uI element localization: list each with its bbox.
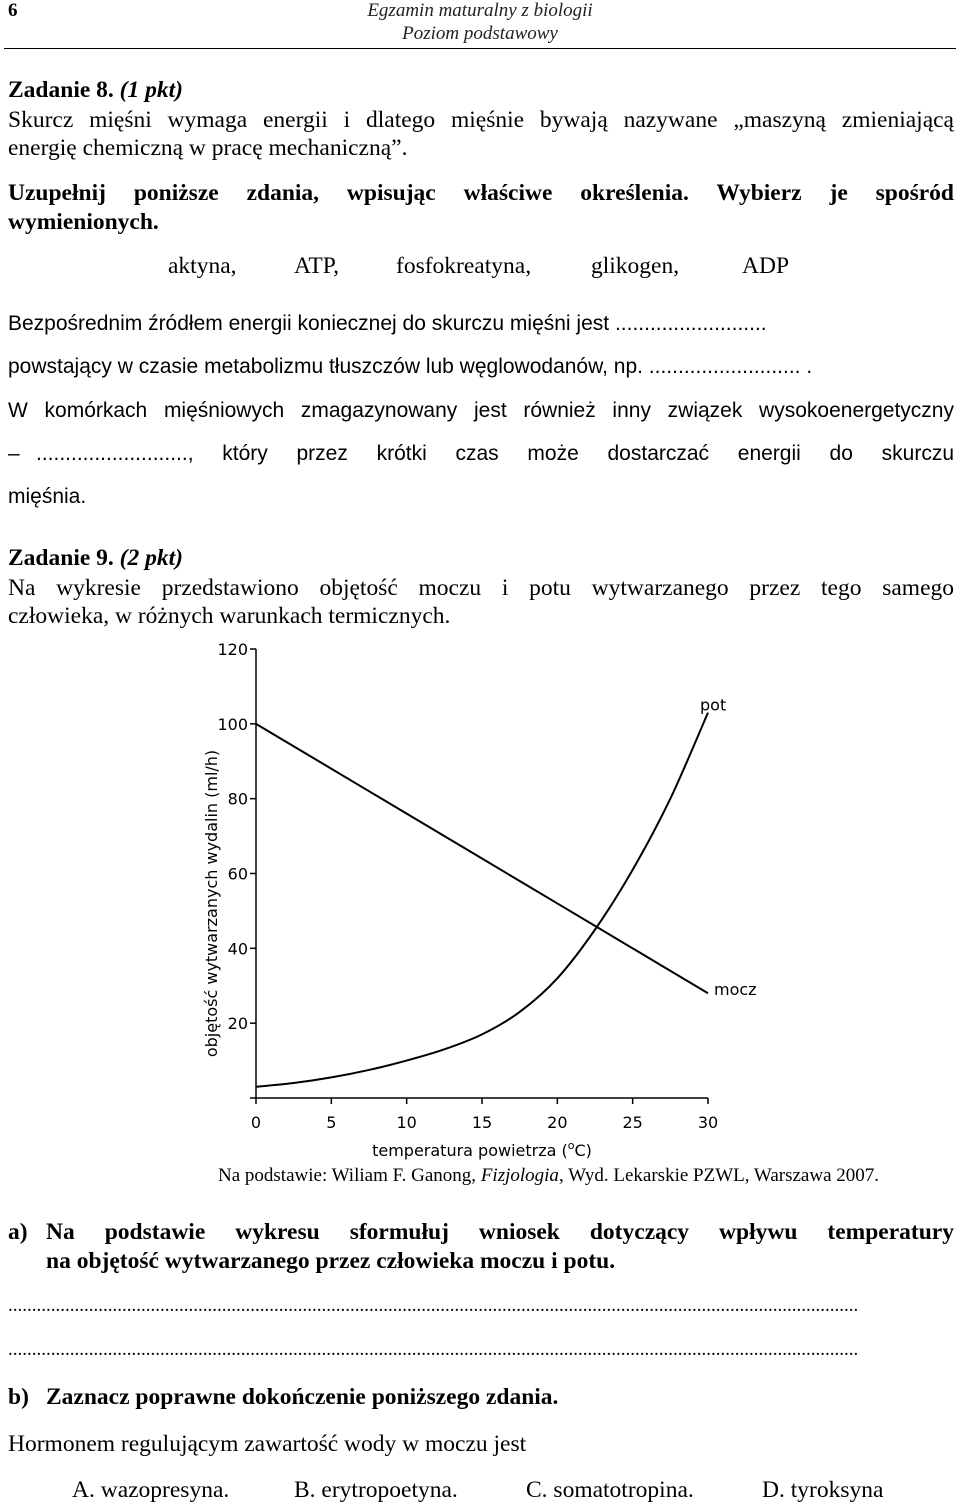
source-book: Fizjologia	[480, 1165, 559, 1186]
fill-sentence-3-line2[interactable]: .........................., który przez krótki czas może dostarczać energii do skurczu	[36, 442, 954, 465]
series-line-pot	[256, 713, 708, 1087]
fill-sentence-3-dash: –	[8, 442, 20, 465]
part-a-line2: na objętość wytwarzanego przez człowieka moczu i potu.	[46, 1248, 616, 1274]
choice-a[interactable]: A. wazopresyna.	[72, 1477, 230, 1503]
source-prefix: Na podstawie: Wiliam F. Ganong,	[218, 1165, 481, 1186]
answer-line-1[interactable]: ...................................................................................................................................................................................	[8, 1295, 859, 1316]
option-atp: ATP,	[294, 253, 340, 279]
part-b-instruction: Zaznacz poprawne dokończenie poniższego zdania.	[46, 1384, 559, 1410]
part-a-label: a)	[8, 1219, 28, 1245]
part-a-line1: Na podstawie wykresu sformułuj wniosek dotyczący wpływu temperatury	[46, 1219, 954, 1245]
page-number: 6	[8, 0, 18, 21]
x-tick-label: 25	[622, 1113, 643, 1132]
part-b-sentence: Hormonem regulującym zawartość wody w moczu jest	[8, 1431, 527, 1457]
y-tick-label: 80	[227, 789, 248, 809]
option-aktyna: aktyna,	[168, 253, 237, 279]
task8-heading	[8, 76, 183, 104]
y-tick-label: 40	[227, 939, 248, 959]
header-subtitle: Poziom podstawowy	[402, 23, 558, 44]
task9-intro-line1: Na wykresie przedstawiono objętość moczu i potu wytwarzanego przez tego samego	[8, 575, 954, 601]
task8-instruction-line1: Uzupełnij poniższe zdania, wpisując właściwe określenia. Wybierz je spośród	[8, 180, 954, 206]
y-tick-label: 60	[227, 864, 248, 884]
fill-sentence-2[interactable]: powstający w czasie metabolizmu tłuszczów lub węglowodanów, np. .......................... .	[8, 355, 813, 378]
task8-intro-line1: Skurcz mięśni wymaga energii i dlatego mięśnie bywają nazywane „maszyną zmieniającą	[8, 107, 954, 133]
y-tick-label: 120	[217, 640, 248, 659]
task9-points: (2 pkt)	[119, 545, 183, 571]
option-glikogen: glikogen,	[591, 253, 680, 279]
task8-points: (1 pkt)	[119, 77, 183, 103]
choice-d[interactable]: D. tyroksyna	[762, 1477, 884, 1503]
task8-instruction-line2: wymienionych.	[8, 209, 159, 235]
task9-title: Zadanie 9.	[8, 545, 114, 571]
y-axis-label: objętość wytwarzanych wydalin (ml/h)	[202, 749, 221, 1058]
choice-c[interactable]: C. somatotropina.	[526, 1477, 694, 1503]
source-citation	[218, 1165, 879, 1187]
x-tick-label: 15	[471, 1113, 493, 1132]
part-b-label: b)	[8, 1384, 29, 1410]
task9-heading	[8, 544, 183, 572]
fill-sentence-3-line3: mięśnia.	[8, 485, 87, 508]
fill-sentence-3-line1: W komórkach mięśniowych zmagazynowany jest również inny związek wysokoenergetyczny	[8, 399, 954, 422]
x-axis-label: temperatura powietrza ($^o$C)	[372, 1139, 592, 1160]
y-tick-label: 100	[217, 714, 248, 734]
excretion-chart	[190, 636, 790, 1166]
x-tick-label: 20	[547, 1113, 568, 1132]
series-label-mocz: mocz	[714, 980, 757, 1000]
source-suffix: , Wyd. Lekarskie PZWL, Warszawa 2007.	[558, 1165, 879, 1186]
x-tick-label: 10	[396, 1113, 417, 1132]
option-fosfokreatyna: fosfokreatyna,	[396, 253, 532, 279]
header-rule	[4, 48, 956, 49]
task8-title: Zadanie 8.	[8, 77, 114, 103]
header-title: Egzamin maturalny z biologii	[367, 0, 593, 21]
option-adp: ADP	[742, 253, 790, 279]
fill-sentence-1[interactable]: Bezpośrednim źródłem energii koniecznej do skurczu mięśni jest ..........................	[8, 312, 767, 335]
choice-b[interactable]: B. erytropoetyna.	[294, 1477, 458, 1503]
x-tick-label: 30	[697, 1113, 719, 1132]
x-tick-label: 5	[326, 1113, 337, 1132]
answer-line-2[interactable]: ...................................................................................................................................................................................	[8, 1339, 859, 1360]
x-tick-label: 0	[250, 1113, 262, 1132]
task9-intro-line2: człowieka, w różnych warunkach termicznych.	[8, 603, 451, 629]
series-label-pot: pot	[700, 695, 727, 715]
task8-intro-line2: energię chemiczną w pracę mechaniczną”.	[8, 135, 408, 161]
series-line-mocz	[256, 724, 708, 993]
y-tick-label: 20	[227, 1014, 248, 1034]
